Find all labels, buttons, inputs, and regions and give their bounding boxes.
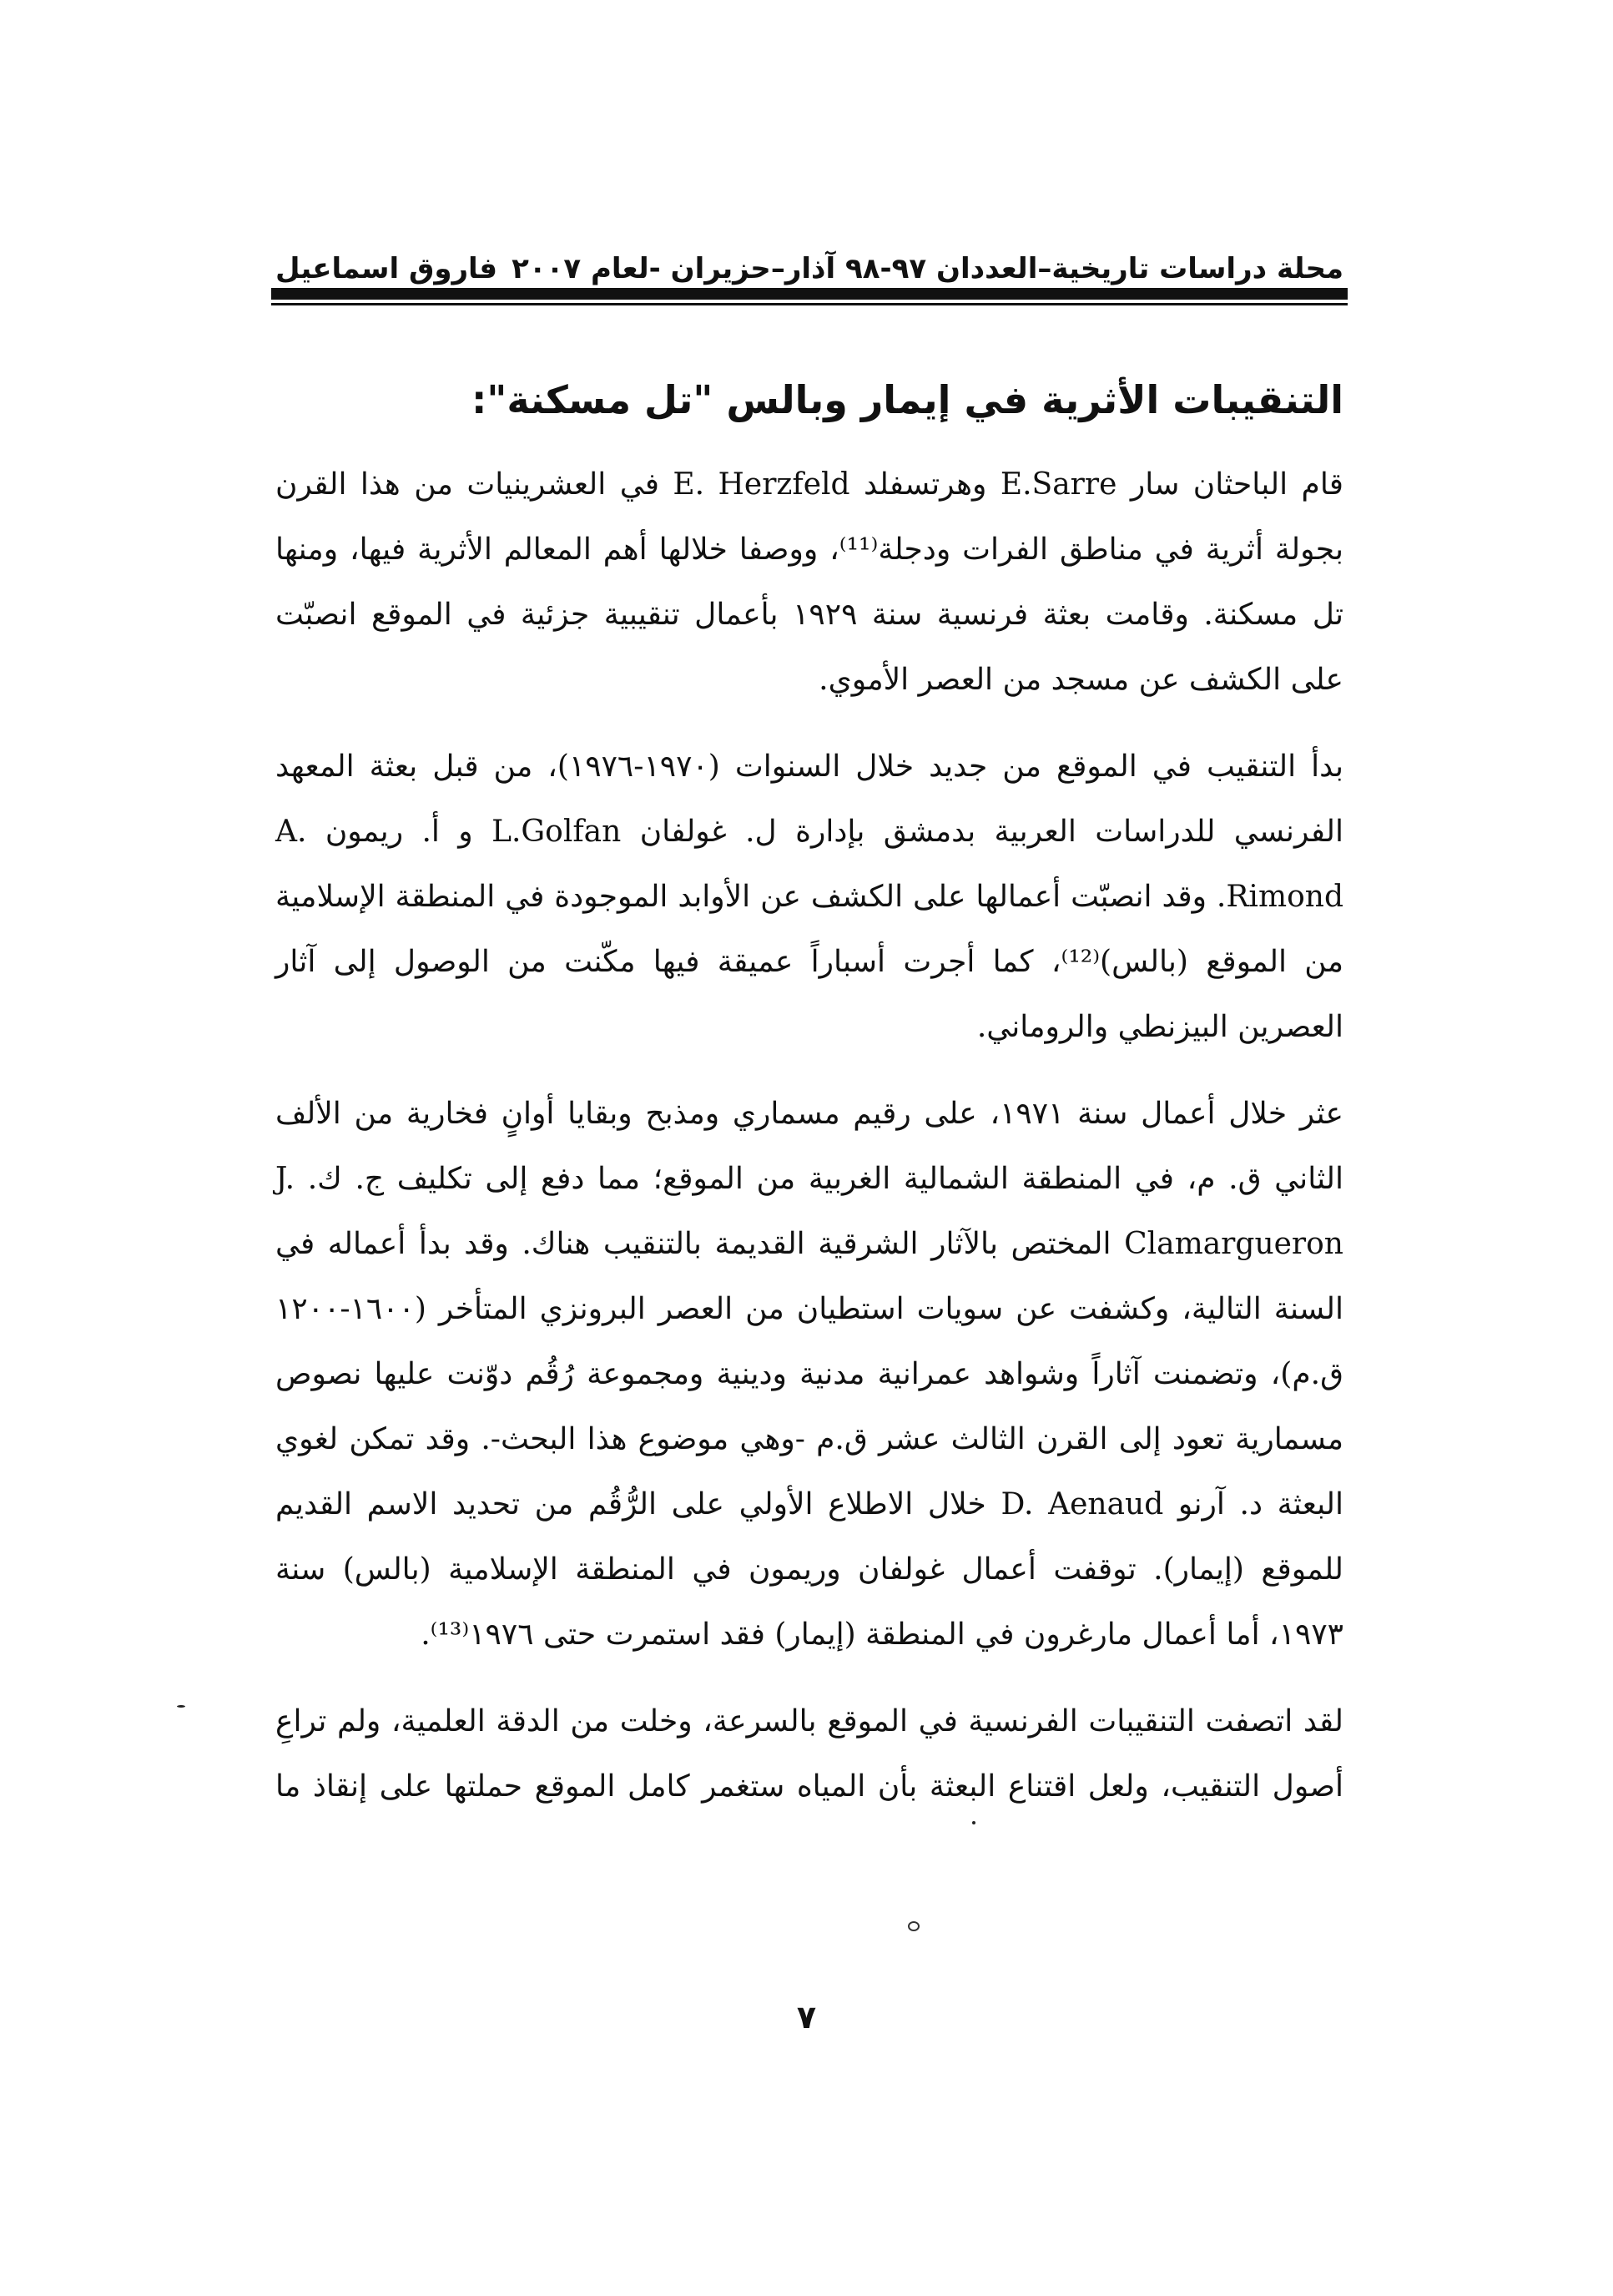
scan-speck [972,1821,975,1824]
paragraph-2: بدأ التنقيب في الموقع من جديد خلال السنوات (١٩٧٠-١٩٧٦)، من قبل بعثة المعهد الفرنسي للدراسات العربية بدمشق بإدارة ل. غولفان L.Golfan و أ. ريمون A. Rimond. وقد انصبّت أعمالها على الكشف عن الأوابد الموجودة في المنطقة الإسلامية من الموقع (بالس)⁽¹²⁾، كما أجرت أسباراً عميقة فيها مكّنت من الوصول إلى آثار العصرين البيزنطي والروماني. [275,749,1343,1044]
article-body [275,371,1343,1841]
scan-speck [177,1705,185,1708]
journal-title: محلة دراسات تاريخية–العددان ٩٧-٩٨ آذار–حزيران -لعام ٢٠٠٧ [512,252,1343,285]
section-title: التنقيبات الأثرية في إيمار وبالس "تل مسكنة": [471,377,1343,422]
running-header [275,235,1343,285]
author-name: فاروق اسماعيل [275,252,498,285]
scan-speck [908,1921,920,1931]
paragraph-3: عثر خلال أعمال سنة ١٩٧١، على رقيم مسماري ومذبح وبقايا أوانٍ فخارية من الألف الثاني ق. م، في المنطقة الشمالية الغربية من الموقع؛ مما دفع إلى تكليف ج. ك. J. Clamargueron المختص بالآثار الشرقية القديمة بالتنقيب هناك. وقد بدأ أعماله في السنة التالية، وكشفت عن سويات استطيان من العصر البرونزي المتأخر (١٦٠٠-١٢٠٠ ق.م)، وتضمنت آثاراً وشواهد عمرانية مدنية ودينية ومجموعة رُقُم دوّنت عليها نصوص مسمارية تعود إلى القرن الثالث عشر ق.م -وهي موضوع هذا البحث-. وقد تمكن لغوي البعثة د. آرنو D. Aenaud خلال الاطلاع الأولي على الرُّقُم من تحديد الاسم القديم للموقع (إيمار). توقفت أعمال غولفان وريمون في المنطقة الإسلامية (بالس) سنة ١٩٧٣، أما أعمال مارغرون في المنطقة (إيمار) فقد استمرت حتى ١٩٧٦⁽¹³⁾. [275,1097,1343,1652]
header-rule-thin [271,303,1348,305]
header-rule-thick [271,288,1348,300]
paragraph-4: لقد اتصفت التنقيبات الفرنسية في الموقع بالسرعة، وخلت من الدقة العلمية، ولم تراعِ أصول التنقيب، ولعل اقتناع البعثة بأن المياه ستغمر كامل الموقع حملتها على إنقاذ ما [275,1704,1343,1804]
paragraph-1: قام الباحثان سار E.Sarre وهرتسفلد E. Herzfeld في العشرينيات من هذا القرن بجولة أثرية في مناطق الفرات ودجلة⁽¹¹⁾، ووصفا خلالها أهم المعالم الأثرية فيها، ومنها تل مسكنة. وقامت بعثة فرنسية سنة ١٩٢٩ بأعمال تنقيبية جزئية في الموقع انصبّت على الكشف عن مسجد من العصر الأموي. [275,467,1344,697]
page-number: ٧ [796,1999,817,2036]
